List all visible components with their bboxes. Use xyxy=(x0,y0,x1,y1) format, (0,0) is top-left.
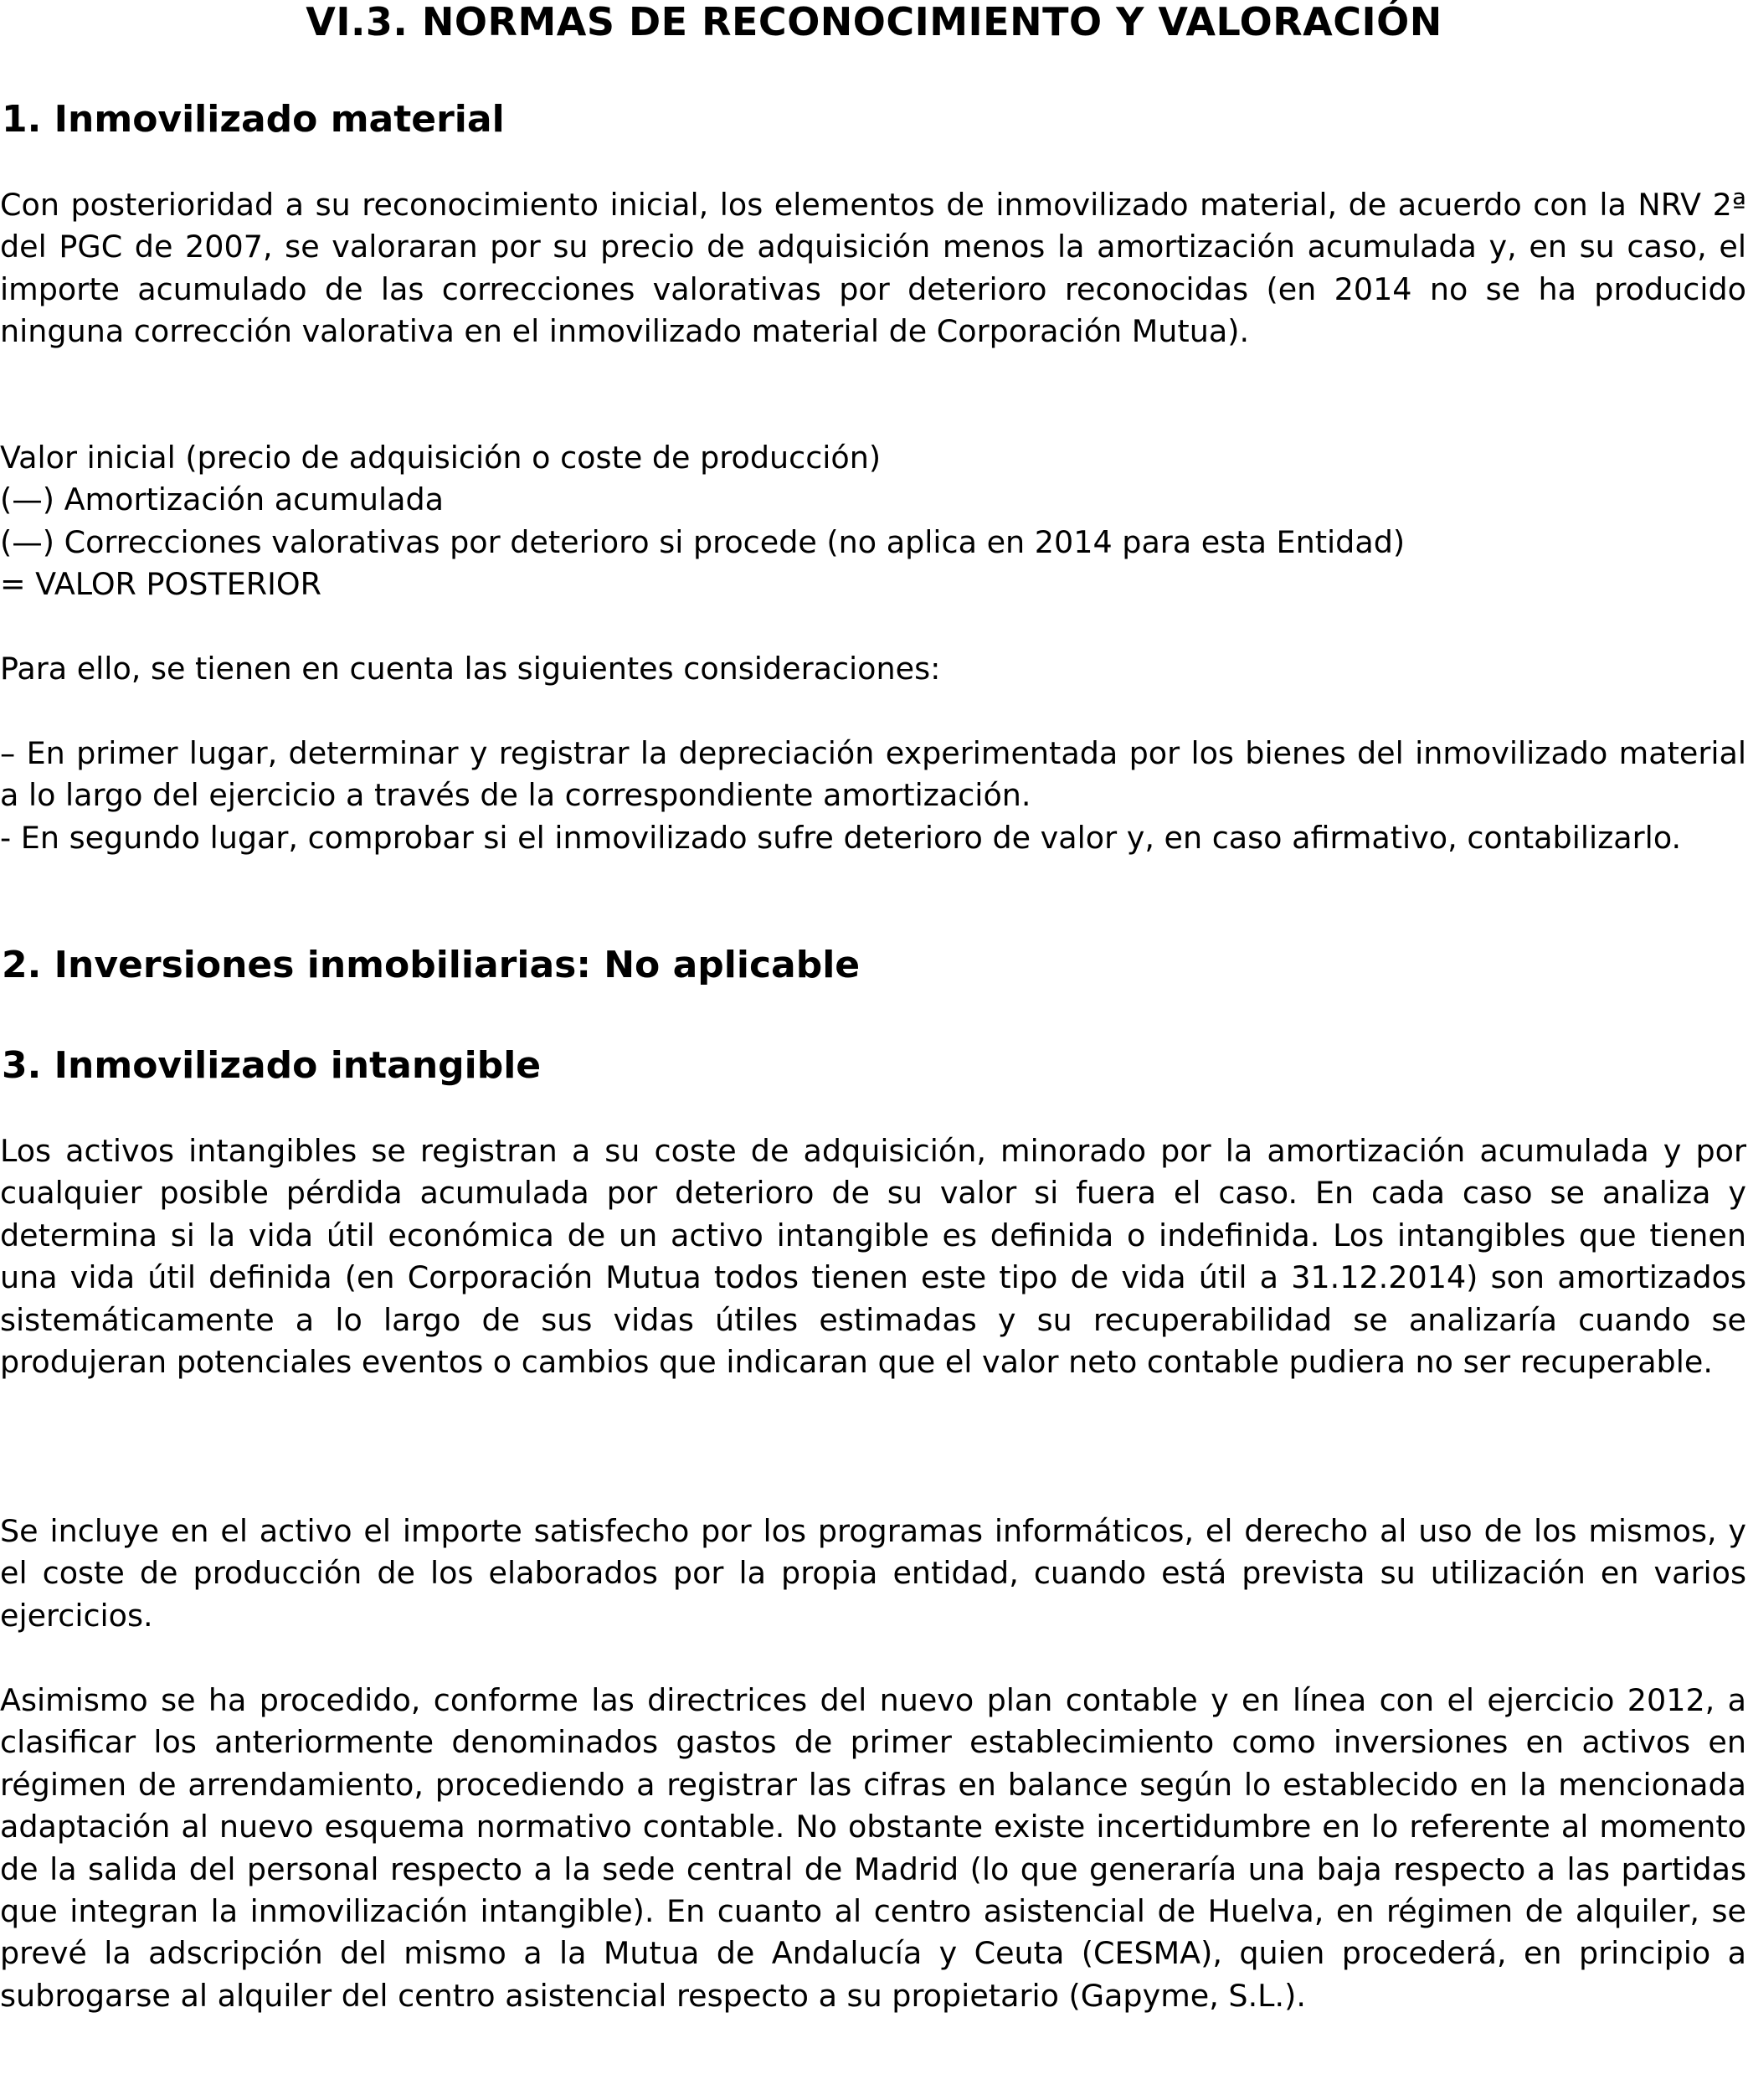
formula-line-correcciones: (—) Correcciones valorativas por deterioro si procede (no aplica en 2014 para esta Entidad) xyxy=(0,524,1406,560)
page-title: VI.3. NORMAS DE RECONOCIMIENTO Y VALORACIÓN xyxy=(306,0,1442,44)
paragraph-gastos-primer-establecimiento: Asimismo se ha procedido, conforme las directrices del nuevo plan contable y en línea con el ejercicio 2012, a clasificar los anteriormente denominados gastos de primer establecimiento como inversiones en activos en régimen de arrendamiento, procediendo a registrar las cifras en balance según lo establecido en la mencionada adaptación al nuevo esquema normativo contable. No obstante existe incertidumbre en lo referente al momento de la salida del personal respecto a la sede central de Madrid (lo que generaría una baja respecto a las partidas que integran la inmovilización intangible). En cuanto al centro asistencial de Huelva, en régimen de alquiler, se prevé la adscripción del mismo a la Mutua de Andalucía y Ceuta (CESMA), quien procederá, en principio a subrogarse al alquiler del centro asistencial respecto a su propietario (Gapyme, S.L.). xyxy=(0,1682,1746,2014)
considerations-intro: Para ello, se tienen en cuenta las siguientes consideraciones: xyxy=(0,651,941,687)
section-heading-inmovilizado-intangible: 3. Inmovilizado intangible xyxy=(2,1044,542,1087)
section-heading-inversiones-inmobiliarias: 2. Inversiones inmobiliarias: No aplicable xyxy=(2,944,861,986)
paragraph-activos-intangibles: Los activos intangibles se registran a su coste de adquisición, minorado por la amortización acumulada y por cualquier posible pérdida acumulada por deterioro de su valor si fuera el caso. En cada caso se analiza y determina si la vida útil económica de un activo intangible es definida o indefinida. Los intangibles que tienen una vida útil definida (en Corporación Mutua todos tienen este tipo de vida útil a 31.12.2014) son amortizados sistemáticamente a lo largo de sus vidas útiles estimadas y su recuperabilidad se analizaría cuando se produjeran potenciales eventos o cambios que indicaran que el valor neto contable pudiera no ser recuperable. xyxy=(0,1133,1746,1381)
formula-line-amortizacion: (—) Amortización acumulada xyxy=(0,481,444,517)
section-heading-inmovilizado-material: 1. Inmovilizado material xyxy=(2,98,505,141)
formula-line-valor-inicial: Valor inicial (precio de adquisición o coste de producción) xyxy=(0,440,882,476)
formula-line-valor-posterior: = VALOR POSTERIOR xyxy=(0,566,321,602)
list-item-primer-lugar: – En primer lugar, determinar y registrar la depreciación experimentada por los bienes del inmovilizado material a lo largo del ejercicio a través de la correspondiente amortización. xyxy=(0,735,1746,814)
list-item-segundo-lugar: - En segundo lugar, comprobar si el inmovilizado sufre deterioro de valor y, en caso afirmativo, contabilizarlo. xyxy=(0,820,1682,856)
paragraph-inmovilizado-material: Con posterioridad a su reconocimiento inicial, los elementos de inmovilizado material, de acuerdo con la NRV 2ª del PGC de 2007, se valoraran por su precio de adquisición menos la amortización acumulada y, en su caso, el importe acumulado de las correcciones valorativas por deterioro reconocidas (en 2014 no se ha producido ninguna corrección valorativa en el inmovilizado material de Corporación Mutua). xyxy=(0,187,1746,350)
paragraph-programas-informaticos: Se incluye en el activo el importe satisfecho por los programas informáticos, el derecho al uso de los mismos, y el coste de producción de los elaborados por la propia entidad, cuando está prevista su utilización en varios ejercicios. xyxy=(0,1513,1746,1634)
